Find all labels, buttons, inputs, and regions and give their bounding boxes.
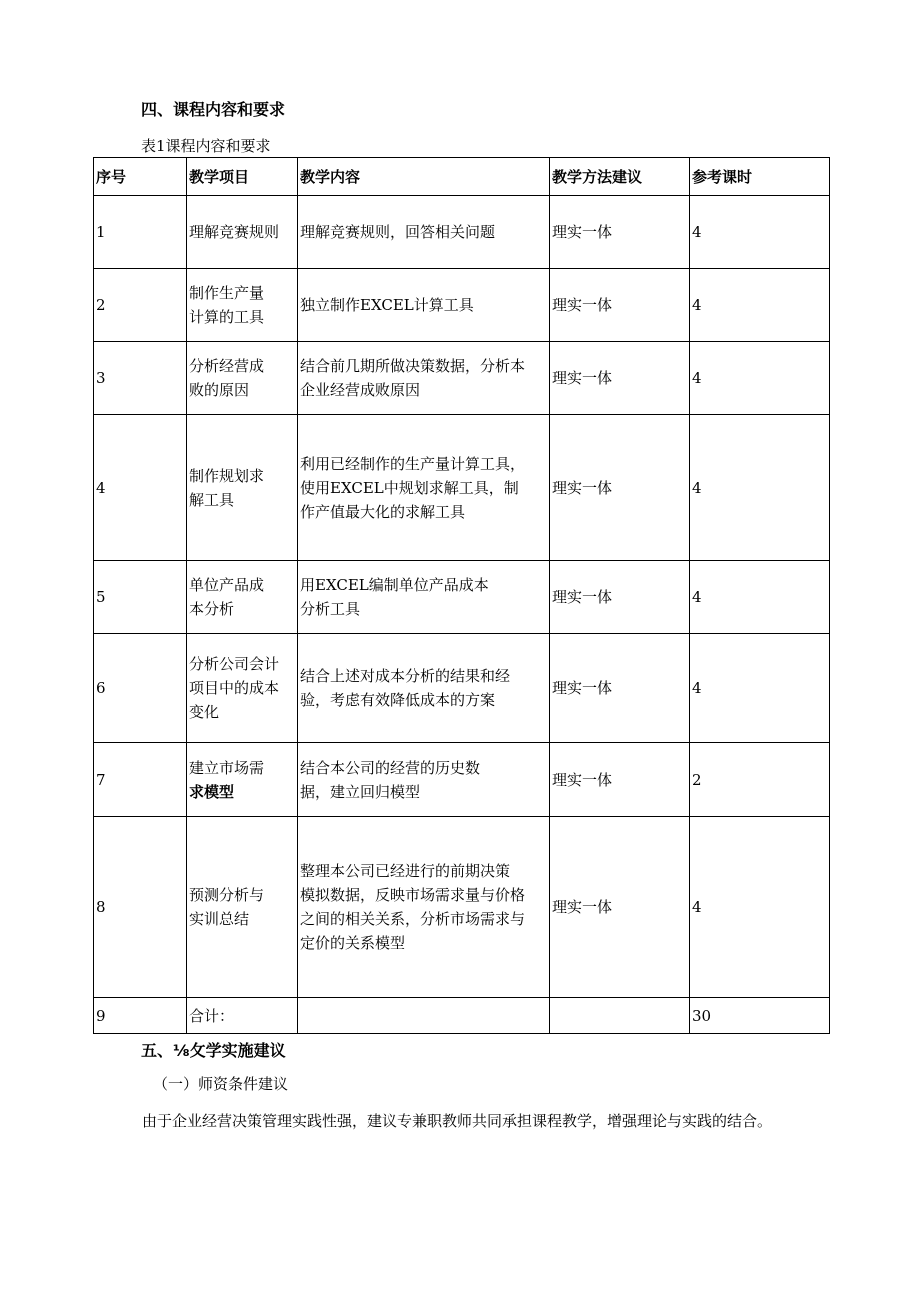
cell-project: 制作规划求 解工具 xyxy=(187,415,298,561)
table-row xyxy=(94,743,830,817)
cell-method: 理实一体 xyxy=(550,196,690,269)
cell-hours: 30 xyxy=(690,998,830,1034)
table-caption: 表1课程内容和要求 xyxy=(141,137,271,155)
cell-project-line1: 建立市场需 xyxy=(189,758,265,777)
cell-no: 8 xyxy=(94,817,187,998)
section-5-title: 五、⅛攵学实施建议 xyxy=(141,1041,286,1060)
cell-no: 3 xyxy=(94,342,187,415)
cell-project: 合计： xyxy=(187,998,298,1034)
cell-method: 理实一体 xyxy=(550,415,690,561)
cell-method: 理实一体 xyxy=(550,634,690,743)
cell-project-line2: 求模型 xyxy=(189,782,235,801)
cell-content: 整理本公司已经进行的前期决策 模拟数据，反映市场需求量与价格 之间的相关关系，分析市场需求与 定价的关系模型 xyxy=(298,817,550,998)
table-row xyxy=(94,817,830,998)
table-row xyxy=(94,269,830,342)
table-row xyxy=(94,342,830,415)
header-method: 教学方法建议 xyxy=(550,158,690,196)
cell-no: 6 xyxy=(94,634,187,743)
cell-project: 分析公司会计 项目中的成本 变化 xyxy=(187,634,298,743)
cell-method xyxy=(550,998,690,1034)
cell-method: 理实一体 xyxy=(550,743,690,817)
cell-no: 1 xyxy=(94,196,187,269)
cell-hours: 4 xyxy=(690,634,830,743)
cell-no: 5 xyxy=(94,561,187,634)
cell-no: 7 xyxy=(94,743,187,817)
cell-method: 理实一体 xyxy=(550,817,690,998)
cell-method: 理实一体 xyxy=(550,342,690,415)
cell-method: 理实一体 xyxy=(550,269,690,342)
cell-content: 理解竞赛规则，回答相关问题 xyxy=(298,196,550,269)
header-no: 序号 xyxy=(94,158,187,196)
cell-content: 结合本公司的经营的历史数 据，建立回归模型 xyxy=(298,743,550,817)
table-row xyxy=(94,634,830,743)
cell-content: 利用已经制作的生产量计算工具， 使用EXCEL中规划求解工具，制 作产值最大化的求解工具 xyxy=(298,415,550,561)
cell-no: 2 xyxy=(94,269,187,342)
cell-hours: 4 xyxy=(690,269,830,342)
table-row xyxy=(94,561,830,634)
subsection-1-title: （一）师资条件建议 xyxy=(153,1075,289,1093)
cell-content: 用EXCEL编制单位产品成本 分析工具 xyxy=(298,561,550,634)
cell-project: 理解竞赛规则 xyxy=(187,196,298,269)
cell-project xyxy=(187,743,298,817)
cell-project: 制作生产量 计算的工具 xyxy=(187,269,298,342)
section-4-title: 四、课程内容和要求 xyxy=(141,100,286,119)
table-header-row xyxy=(94,158,830,196)
cell-hours: 4 xyxy=(690,561,830,634)
cell-project: 分析经营成 败的原因 xyxy=(187,342,298,415)
header-hours: 参考课时 xyxy=(690,158,830,196)
cell-no: 9 xyxy=(94,998,187,1034)
cell-content: 结合上述对成本分析的结果和经 验，考虑有效降低成本的方案 xyxy=(298,634,550,743)
cell-method: 理实一体 xyxy=(550,561,690,634)
cell-hours: 4 xyxy=(690,415,830,561)
cell-content xyxy=(298,998,550,1034)
cell-content: 结合前几期所做决策数据，分析本 企业经营成败原因 xyxy=(298,342,550,415)
header-content: 教学内容 xyxy=(298,158,550,196)
cell-content: 独立制作EXCEL计算工具 xyxy=(298,269,550,342)
cell-project: 单位产品成 本分析 xyxy=(187,561,298,634)
table-row xyxy=(94,415,830,561)
table-row xyxy=(94,998,830,1034)
cell-hours: 4 xyxy=(690,817,830,998)
table-row xyxy=(94,196,830,269)
cell-no: 4 xyxy=(94,415,187,561)
header-project: 教学项目 xyxy=(187,158,298,196)
cell-hours: 4 xyxy=(690,342,830,415)
paragraph-1: 由于企业经营决策管理实践性强，建议专兼职教师共同承担课程教学，增强理论与实践的结合。 xyxy=(142,1112,773,1130)
cell-project: 预测分析与 实训总结 xyxy=(187,817,298,998)
cell-hours: 4 xyxy=(690,196,830,269)
cell-hours: 2 xyxy=(690,743,830,817)
course-content-table xyxy=(93,157,830,1034)
